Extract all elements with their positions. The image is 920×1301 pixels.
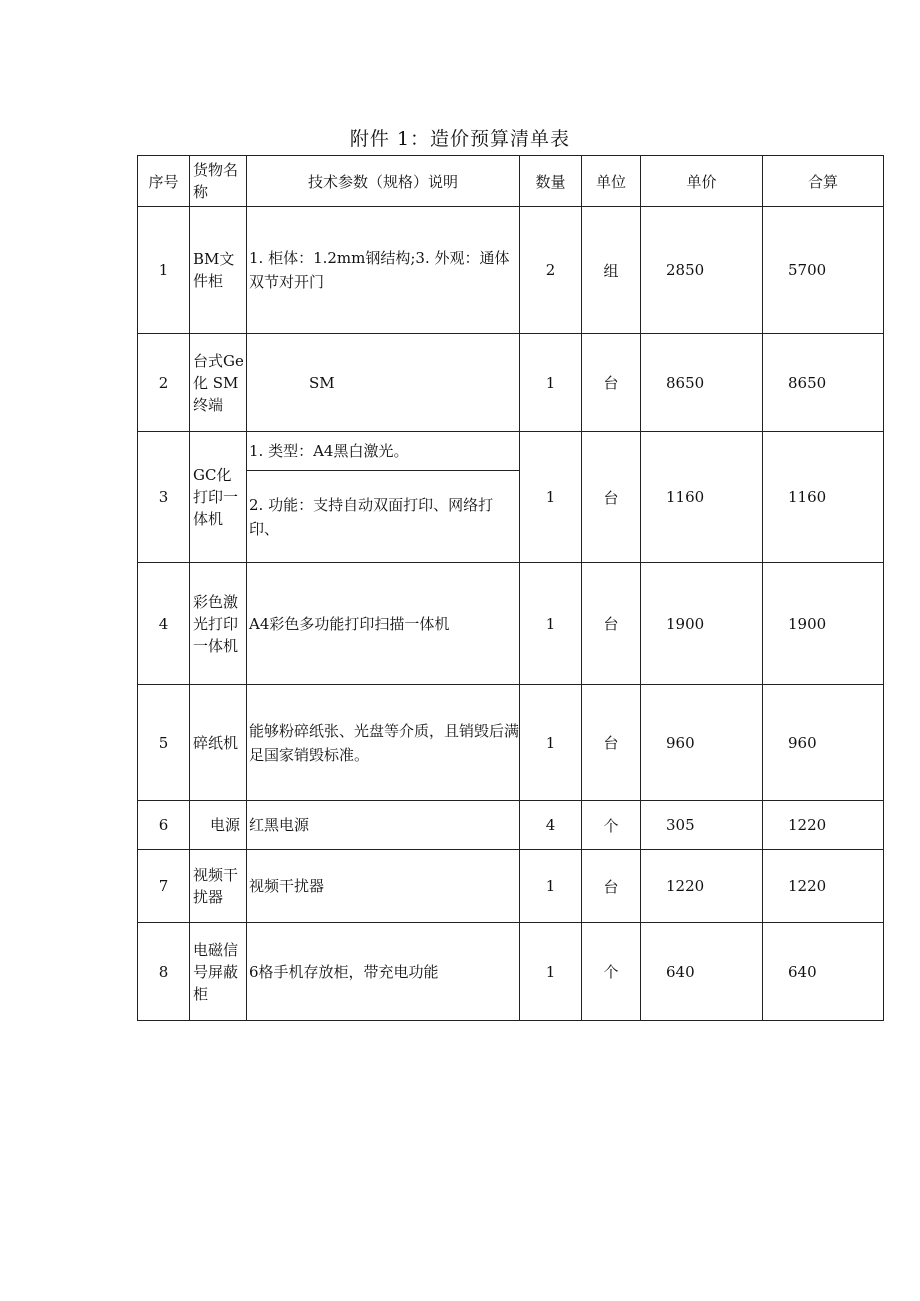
row-spec: SM (247, 334, 520, 432)
row-qty: 4 (520, 801, 582, 850)
header-name: 货物名称 (190, 156, 247, 207)
row-spec: 视频干扰器 (247, 850, 520, 923)
row-unit: 台 (582, 850, 641, 923)
header-price: 单价 (641, 156, 763, 207)
header-spec: 技术参数（规格）说明 (247, 156, 520, 207)
table-header-row (138, 156, 884, 207)
row-unit: 组 (582, 207, 641, 334)
row-total: 960 (763, 685, 884, 801)
row-qty: 1 (520, 334, 582, 432)
row-spec-part1: 1. 类型：A4黑白激光。 (247, 432, 519, 471)
row-spec-part2: 2. 功能：支持自动双面打印、网络打印、 (249, 495, 494, 538)
row-qty: 1 (520, 923, 582, 1021)
row-spec: A4彩色多功能打印扫描一体机 (247, 563, 520, 685)
row-price: 1220 (641, 850, 763, 923)
row-spec: 1. 柜体：1.2mm钢结构;3. 外观：通体双节对开门 (247, 207, 520, 334)
row-spec: 能够粉碎纸张、光盘等介质，且销毁后满足国家销毁标准。 (247, 685, 520, 801)
row-unit: 台 (582, 432, 641, 563)
header-qty: 数量 (520, 156, 582, 207)
row-spec: 红黑电源 (247, 801, 520, 850)
row-price: 960 (641, 685, 763, 801)
row-index: 4 (138, 563, 190, 685)
table-row (138, 207, 884, 334)
row-total: 1900 (763, 563, 884, 685)
row-total: 1160 (763, 432, 884, 563)
row-name: BM文件柜 (190, 207, 247, 334)
table-row (138, 923, 884, 1021)
table-row (138, 334, 884, 432)
row-unit: 个 (582, 923, 641, 1021)
row-qty: 1 (520, 850, 582, 923)
row-price: 2850 (641, 207, 763, 334)
row-name: 台式Ge化 SM终端 (190, 334, 247, 432)
row-total: 1220 (763, 850, 884, 923)
row-unit: 台 (582, 563, 641, 685)
table-row (138, 563, 884, 685)
row-qty: 2 (520, 207, 582, 334)
row-total: 8650 (763, 334, 884, 432)
row-unit: 个 (582, 801, 641, 850)
row-name: 碎纸机 (190, 685, 247, 801)
header-total: 合算 (763, 156, 884, 207)
row-index: 6 (138, 801, 190, 850)
row-price: 8650 (641, 334, 763, 432)
table-row (138, 432, 884, 563)
page-title: 附件 1：造价预算清单表 (349, 128, 571, 150)
row-index: 1 (138, 207, 190, 334)
row-qty: 1 (520, 432, 582, 563)
header-unit: 单位 (582, 156, 641, 207)
table-row (138, 801, 884, 850)
row-price: 305 (641, 801, 763, 850)
row-name: 彩色激光打印一体机 (190, 563, 247, 685)
row-index: 2 (138, 334, 190, 432)
row-total: 5700 (763, 207, 884, 334)
row-spec-split (247, 432, 520, 563)
row-name: 电磁信号屏蔽柜 (190, 923, 247, 1021)
row-spec: 6格手机存放柜，带充电功能 (247, 923, 520, 1021)
table-row (138, 850, 884, 923)
row-unit: 台 (582, 334, 641, 432)
row-index: 5 (138, 685, 190, 801)
row-price: 640 (641, 923, 763, 1021)
row-price: 1160 (641, 432, 763, 563)
row-name: 电源 (190, 801, 247, 850)
row-price: 1900 (641, 563, 763, 685)
row-unit: 台 (582, 685, 641, 801)
row-name: 视频干扰器 (190, 850, 247, 923)
budget-table (137, 155, 884, 1021)
row-total: 1220 (763, 801, 884, 850)
row-qty: 1 (520, 563, 582, 685)
table-row (138, 685, 884, 801)
header-index: 序号 (138, 156, 190, 207)
row-index: 8 (138, 923, 190, 1021)
row-total: 640 (763, 923, 884, 1021)
row-name: GC化打印一体机 (190, 432, 247, 563)
row-index: 7 (138, 850, 190, 923)
row-qty: 1 (520, 685, 582, 801)
row-index: 3 (138, 432, 190, 563)
